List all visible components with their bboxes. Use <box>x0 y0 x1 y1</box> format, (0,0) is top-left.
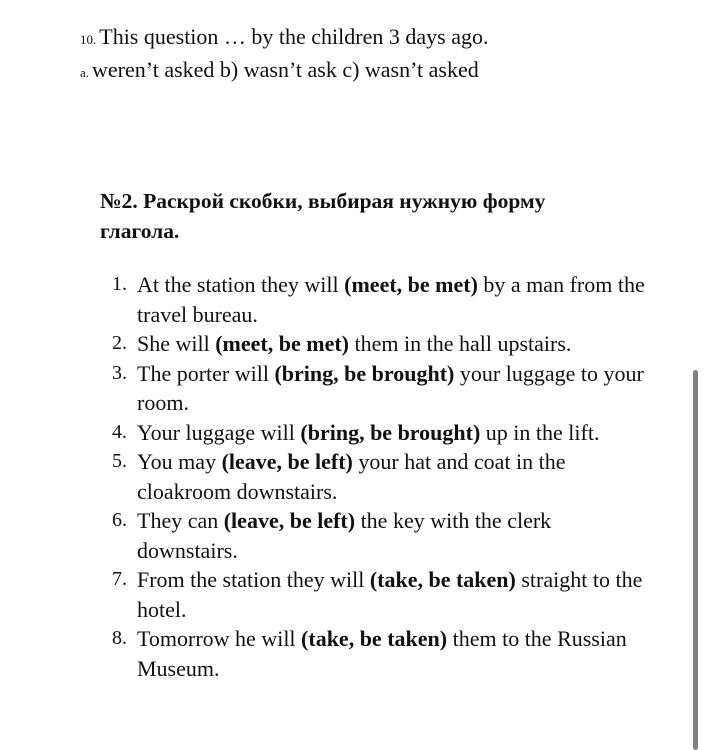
item-text-pre: From the station they will <box>137 567 370 592</box>
item-verb-choice: (meet, be met) <box>344 272 478 297</box>
question-text: 10. This question … by the children 3 days ago. <box>80 24 489 49</box>
list-item <box>112 624 657 683</box>
question-options: a. weren’t asked b) wasn’t ask c) wasn’t asked <box>80 57 479 82</box>
exercise-heading: №2. Раскрой скобки, выбирая нужную форму глагола. <box>100 189 546 243</box>
item-verb-choice: (meet, be met) <box>215 331 349 356</box>
list-item <box>112 270 657 329</box>
item-number: 5. <box>112 450 127 472</box>
scrollbar[interactable] <box>693 370 698 750</box>
item-number: 3. <box>112 361 127 384</box>
item-verb-choice: (take, be taken) <box>369 567 516 592</box>
question-10 <box>80 22 488 88</box>
item-number: 2. <box>112 332 127 354</box>
exercise-list <box>112 270 657 683</box>
item-text-post: by a man from the travel bureau. <box>137 272 645 327</box>
item-text-pre: Tomorrow he will <box>137 626 302 651</box>
item-text-pre: They can <box>137 508 224 533</box>
list-item <box>112 447 657 506</box>
item-number: 4. <box>112 420 127 443</box>
item-text-post: your hat and coat in the cloakroom downstairs. <box>137 449 566 504</box>
list-item <box>112 506 657 565</box>
list-item <box>112 329 657 359</box>
item-number: 8. <box>112 627 127 649</box>
item-text-post: up in the lift. <box>480 419 600 445</box>
item-verb-choice: (bring, be brought) <box>274 360 455 386</box>
item-verb-choice: (take, be taken) <box>301 626 448 651</box>
item-text-pre: She will <box>137 331 216 356</box>
item-text-post: them in the hall upstairs. <box>349 331 572 356</box>
list-item <box>112 359 657 418</box>
item-text-post: straight to the hotel. <box>137 567 643 622</box>
item-text-post: your luggage to your room. <box>137 360 644 415</box>
item-verb-choice: (leave, be left) <box>223 508 356 533</box>
item-number: 7. <box>112 568 127 590</box>
item-text-pre: You may <box>137 449 222 474</box>
item-text-post: them to the Russian Museum. <box>137 626 627 681</box>
item-number: 6. <box>112 509 127 531</box>
list-item <box>112 565 657 624</box>
item-text-pre: At the station they will <box>137 272 345 297</box>
item-verb-choice: (leave, be left) <box>221 449 353 474</box>
item-number: 1. <box>112 273 127 295</box>
item-verb-choice: (bring, be brought) <box>300 419 481 445</box>
list-item <box>112 418 657 448</box>
item-text-pre: Your luggage will <box>137 419 301 445</box>
item-text-pre: The porter will <box>137 360 275 386</box>
item-text-post: the key with the clerk downstairs. <box>137 508 552 563</box>
